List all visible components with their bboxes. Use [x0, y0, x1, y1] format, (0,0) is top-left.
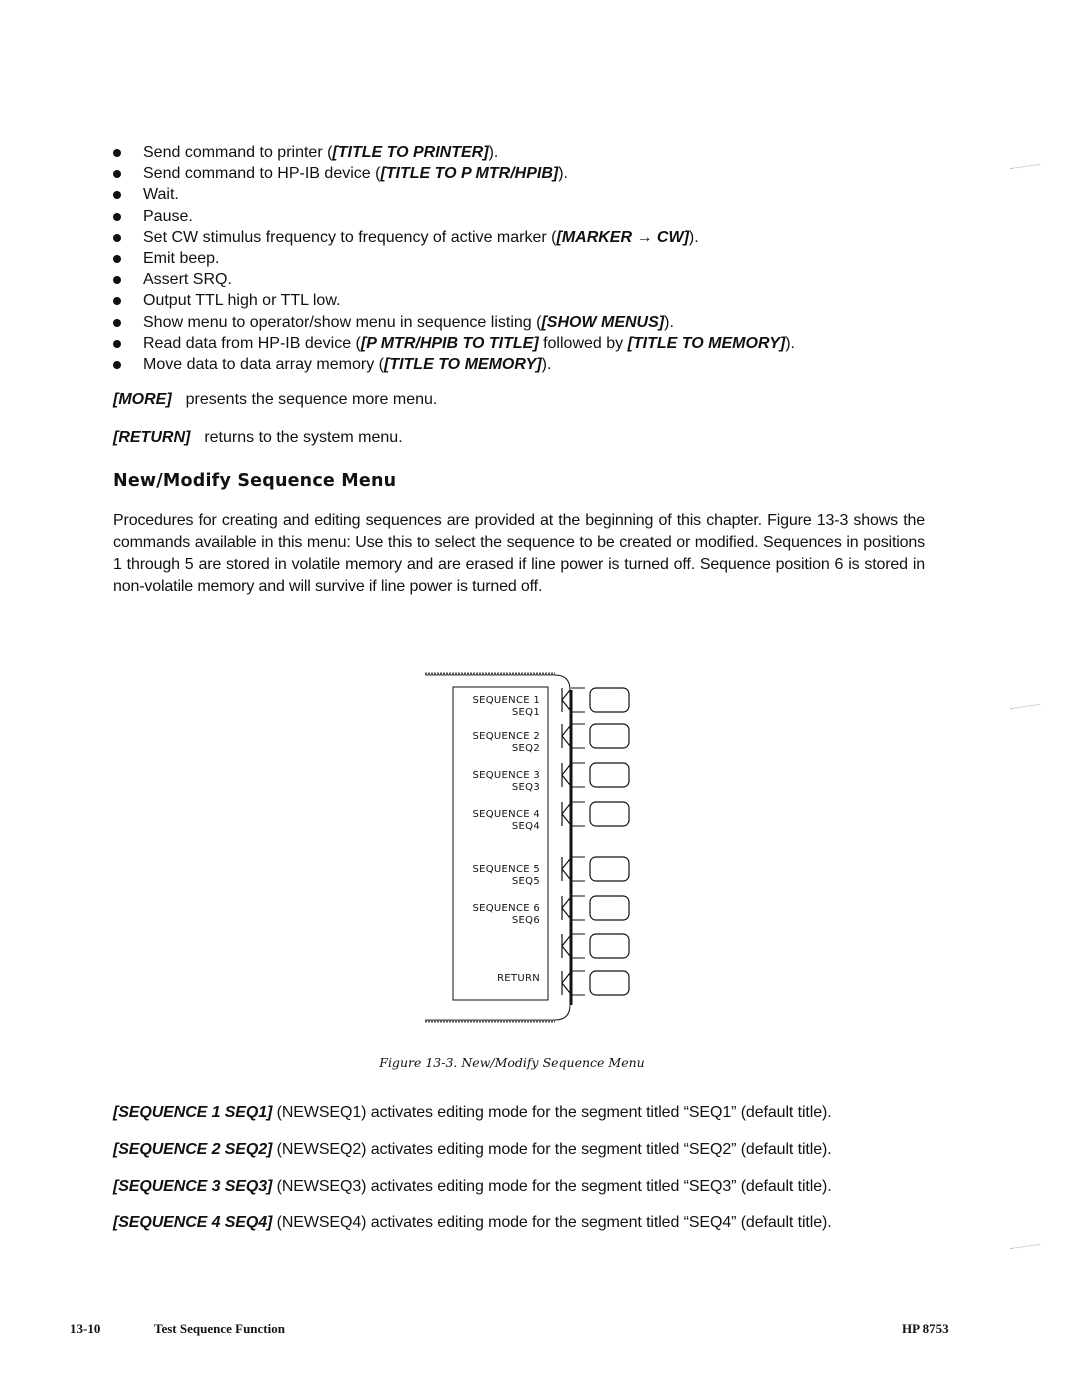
softkey-connector — [571, 688, 585, 712]
bullet-item: Output TTL high or TTL low. — [113, 290, 795, 311]
softkey-pointer-icon — [562, 724, 570, 748]
softkey-description: [SEQUENCE 1 SEQ1] (NEWSEQ1) activates editing mode for the segment titled “SEQ1” (default title). — [113, 1104, 832, 1121]
softkey-reference: [SEQUENCE 4 SEQ4] — [113, 1214, 273, 1231]
footer-chapter-title: Test Sequence Function — [154, 1321, 285, 1336]
section-heading: New/Modify Sequence Menu — [113, 471, 397, 491]
softkey-connector — [571, 802, 585, 826]
bullet-icon — [113, 297, 121, 305]
bullet-item: Set CW stimulus frequency to frequency of active marker ([MARKER → CW]). — [113, 227, 795, 248]
softkey-label-seq5: SEQUENCE 5 SEQ5 — [472, 864, 540, 887]
body-paragraph: Procedures for creating and editing sequences are provided at the beginning of this chapter. Figure 13-3 shows the commands available in this menu: Use this to select the sequence to be created or modified. Sequences in positions 1 through 5 are stored in volatile memory and are erased if line power is turned off. Sequence position 6 is stored in non-volatile memory and will survive if line power is turned off. — [113, 512, 925, 595]
softkey-description: [SEQUENCE 4 SEQ4] (NEWSEQ4) activates editing mode for the segment titled “SEQ4” (default title). — [113, 1214, 832, 1231]
softkey-pointer-icon — [562, 971, 570, 995]
return-description: [RETURN] returns to the system menu. — [113, 429, 403, 446]
bullet-item: Emit beep. — [113, 248, 795, 269]
softkey-connector — [571, 971, 585, 995]
bullet-icon — [113, 149, 121, 157]
softkey-button[interactable] — [590, 802, 629, 826]
softkey-pointer-icon — [562, 688, 570, 712]
softkey-pointer-icon — [562, 802, 570, 826]
bullet-icon — [113, 255, 121, 263]
softkey-button[interactable] — [590, 763, 629, 787]
softkey-button[interactable] — [590, 971, 629, 995]
bullet-icon — [113, 276, 121, 284]
softkey-reference: [SEQUENCE 3 SEQ3] — [113, 1178, 273, 1195]
softkey-pointer-icon — [562, 896, 570, 920]
softkey-connector — [571, 724, 585, 748]
softkey-label-return: RETURN — [497, 973, 540, 984]
softkey-connector — [571, 857, 585, 881]
softkey-button[interactable] — [590, 724, 629, 748]
softkey-reference: [SHOW MENUS] — [541, 313, 665, 331]
softkey-reference: [MARKER → CW] — [556, 228, 689, 246]
softkey-connector — [571, 934, 585, 958]
softkey-button[interactable] — [590, 934, 629, 958]
softkey-label-seq3: SEQUENCE 3 SEQ3 — [472, 770, 540, 793]
bullet-icon — [113, 361, 121, 369]
bullet-item: Assert SRQ. — [113, 269, 795, 290]
softkey-connector — [571, 763, 585, 787]
footer-page-number: 13-10 — [70, 1321, 101, 1336]
softkey-pointer-icon — [562, 763, 570, 787]
softkey-pointer-icon — [562, 934, 570, 958]
command-bullet-list — [113, 142, 795, 375]
softkey-button[interactable] — [590, 896, 629, 920]
softkey-label-seq2: SEQUENCE 2 SEQ2 — [472, 731, 540, 754]
softkey-description: [SEQUENCE 3 SEQ3] (NEWSEQ3) activates editing mode for the segment titled “SEQ3” (default title). — [113, 1178, 832, 1195]
bullet-icon — [113, 340, 121, 348]
softkey-reference: [SEQUENCE 2 SEQ2] — [113, 1141, 273, 1158]
softkey-connector — [571, 896, 585, 920]
softkey-button[interactable] — [590, 857, 629, 881]
figure-caption: Figure 13-3. New/Modify Sequence Menu — [379, 1055, 645, 1070]
softkey-reference: [MORE] — [113, 391, 172, 408]
softkey-description: [SEQUENCE 2 SEQ2] (NEWSEQ2) activates editing mode for the segment titled “SEQ2” (default title). — [113, 1141, 832, 1158]
softkey-label-seq6: SEQUENCE 6 SEQ6 — [472, 903, 540, 926]
bullet-icon — [113, 234, 121, 242]
bullet-item: Wait. — [113, 184, 795, 205]
softkey-reference: [SEQUENCE 1 SEQ1] — [113, 1104, 273, 1121]
bullet-icon — [113, 213, 121, 221]
softkey-reference: [TITLE TO PRINTER] — [332, 144, 489, 161]
softkey-reference: [P MTR/HPIB TO TITLE] — [360, 334, 539, 352]
bullet-icon — [113, 170, 121, 178]
bullet-icon — [113, 319, 121, 327]
bullet-item: Send command to printer ([TITLE TO PRINTER]). — [113, 142, 795, 163]
scan-mark — [1010, 698, 1041, 709]
softkey-button[interactable] — [590, 688, 629, 712]
softkey-reference: [TITLE TO MEMORY] — [383, 356, 542, 374]
softkey-pointer-icon — [562, 857, 570, 881]
bullet-item: Show menu to operator/show menu in sequence listing ([SHOW MENUS]). — [113, 312, 795, 333]
scan-mark — [1010, 158, 1041, 169]
bullet-item: Read data from HP-IB device ([P MTR/HPIB TO TITLE] followed by [TITLE TO MEMORY]). — [113, 333, 795, 354]
softkey-label-seq4: SEQUENCE 4 SEQ4 — [472, 809, 540, 832]
softkey-label-seq1: SEQUENCE 1 SEQ1 — [472, 695, 540, 718]
softkey-menu-figure — [420, 665, 640, 1030]
footer-product-name: HP 8753 — [902, 1321, 949, 1336]
bullet-item: Pause. — [113, 206, 795, 227]
more-description: [MORE] presents the sequence more menu. — [113, 391, 438, 408]
softkey-reference: [TITLE TO MEMORY] — [627, 334, 786, 352]
softkey-reference: [RETURN] — [113, 429, 191, 446]
bullet-icon — [113, 191, 121, 199]
softkey-reference: [TITLE TO P MTR/HPIB] — [380, 165, 559, 183]
bullet-item: Send command to HP-IB device ([TITLE TO P MTR/HPIB]). — [113, 163, 795, 184]
bullet-item: Move data to data array memory ([TITLE TO MEMORY]). — [113, 354, 795, 375]
scan-mark — [1010, 1238, 1041, 1249]
